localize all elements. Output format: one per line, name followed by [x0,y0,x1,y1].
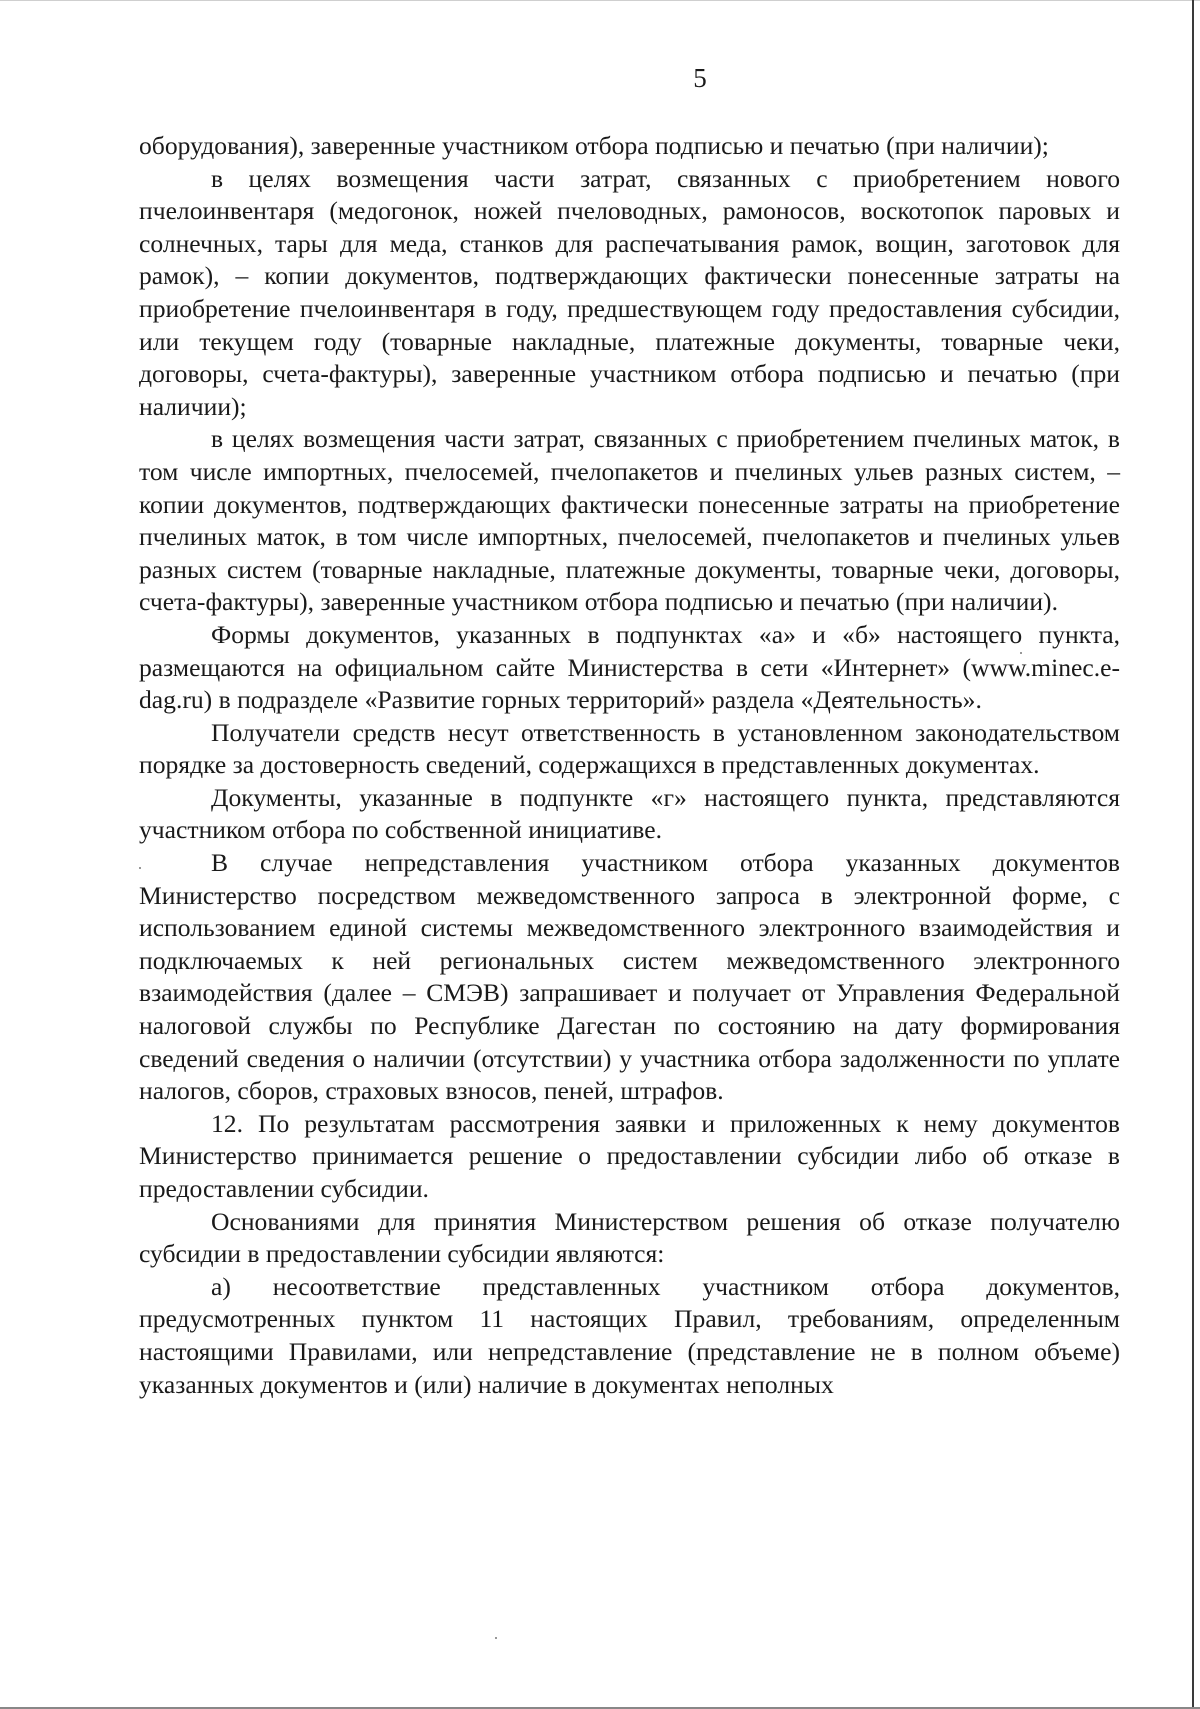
paragraph: В случае непредставления участником отбора указанных документов Министерство посредством межведомственного запроса в электронной форме, с использованием единой системы межведомственного электронного взаимодействия и подключаемых к ней региональных систем межведомственного электронного взаимодействия (далее – СМЭВ) запрашивает и получает от Управления Федеральной налоговой службы по Республике Дагестан по состоянию на дату формирования сведений сведения о наличии (отсутствии) у участника отбора задолженности по уплате налогов, сборов, страховых взносов, пеней, штрафов. [139,848,1120,1106]
paragraph: 12. По результатам рассмотрения заявки и приложенных к нему документов Министерство принимается решение о предоставлении субсидии либо об отказе в предоставлении субсидии. [139,1108,1120,1203]
paragraph: в целях возмещения части затрат, связанных с приобретением нового пчелоинвентаря (медогонок, ножей пчеловодных, рамоносов, воскотопок паровых и солнечных, тары для меда, станков для распечатывания рамок, вощин, заготовок для рамок), – копии документов, подтверждающих фактически понесенные затраты на приобретение пчелоинвентаря в году, предшествующем году предоставления субсидии, или текущем году (товарные накладные, платежные документы, товарные чеки, договоры, счета-фактуры), заверенные участником отбора подписью и печатью (при наличии); [139,163,1120,421]
paragraph: Документы, указанные в подпункте «г» настоящего пункта, представляются участником отбора по собственной инициативе. [139,782,1120,845]
paragraph: в целях возмещения части затрат, связанных с приобретением пчелиных маток, в том числе импортных, пчелосемей, пчелопакетов и пчелиных ульев разных систем, – копии документов, подтверждающих фактически понесенные затраты на приобретение пчелиных маток, в том числе импортных, пчелосемей, пчелопакетов и пчелиных ульев разных систем (товарные накладные, платежные документы, товарные чеки, договоры, счета-фактуры), заверенные участником отбора подписью и печатью (при наличии). [139,424,1120,617]
document-body [139,130,1120,1401]
page-number: 5 [693,63,707,93]
paragraph: оборудования), заверенные участником отбора подписью и печатью (при наличии); [139,131,1049,160]
paragraph: а) несоответствие представленных участником отбора документов, предусмотренных пунктом 11 настоящих Правил, требованиям, определенным настоящими Правилами, или непредставление (представление не в полном объеме) указанных документов и (или) наличие в документах неполных [139,1271,1120,1399]
paragraph: Формы документов, указанных в подпунктах «а» и «б» настоящего пункта, размещаются на официальном сайте Министерства в сети «Интернет» (www.minec.e-dag.ru) в подразделе «Развитие горных территорий» раздела «Деятельность». [139,619,1120,715]
paragraph: Основаниями для принятия Министерством решения об отказе получателю субсидии в предоставлении субсидии являются: [139,1206,1120,1269]
scan-top-edge [0,0,1200,1]
scan-speck [495,1637,497,1639]
paragraph: Получатели средств несут ответственность в установленном законодательством порядке за достоверность сведений, содержащихся в представленных документах. [139,717,1120,780]
scan-right-edge [1192,0,1194,1709]
